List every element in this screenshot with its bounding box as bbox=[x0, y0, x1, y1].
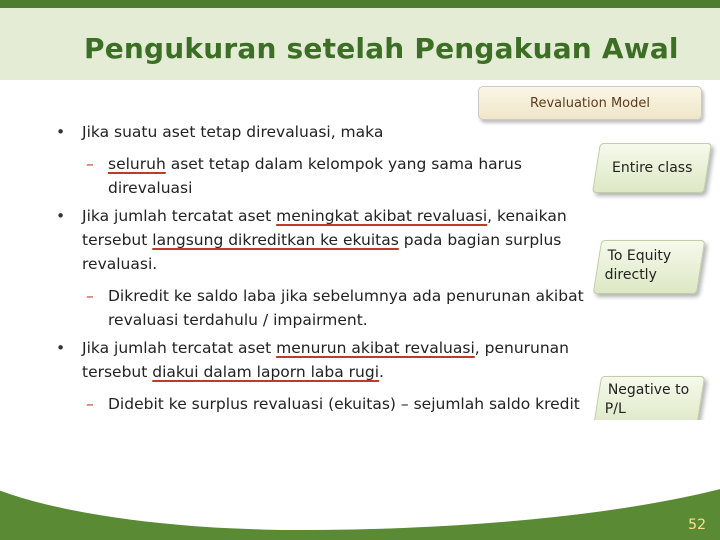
bullet-3-post: . bbox=[379, 363, 384, 381]
bullet-3-pre: Jika jumlah tercatat aset bbox=[82, 339, 277, 357]
bullet-3 bbox=[56, 336, 586, 384]
bullet-3-sub-text: Didebit ke surplus revaluasi (ekuitas) – sejumlah saldo kredit bbox=[108, 395, 580, 413]
bullet-2-sub-text: Dikredit ke saldo laba jika sebelumnya ada penurunan akibat revaluasi terdahulu / impairment. bbox=[108, 287, 584, 329]
to-equity-line2: directly bbox=[604, 267, 657, 283]
bullet-2-post: pada bagian surplus revaluasi. bbox=[82, 231, 562, 273]
revaluation-model-label: Revaluation Model bbox=[478, 86, 702, 120]
to-equity-line1: To Equity bbox=[607, 248, 672, 264]
bullet-1-sub-underlined: seluruh bbox=[108, 155, 166, 173]
bullet-2 bbox=[56, 204, 586, 276]
bullet-3-underlined-1: menurun akibat revaluasi bbox=[276, 339, 475, 357]
dash-marker: – bbox=[86, 287, 94, 305]
bullet-3-mid: , penurunan tersebut bbox=[82, 339, 569, 381]
bullet-2-mid: , kenaikan tersebut bbox=[82, 207, 567, 249]
bullet-3-underlined-2: diakui dalam laporn laba rugi bbox=[152, 363, 380, 381]
bullet-2-underlined-1: meningkat akibat revaluasi bbox=[276, 207, 488, 225]
page-number: 52 bbox=[688, 517, 706, 533]
negative-pl-line1: Negative to bbox=[607, 382, 690, 398]
bullet-1-sub bbox=[56, 152, 586, 200]
slide-title: Pengukuran setelah Pengakuan Awal bbox=[84, 32, 679, 65]
bullet-2-underlined-2: langsung dikreditkan ke ekuitas bbox=[152, 231, 399, 249]
entire-class-label: Entire class bbox=[611, 160, 693, 176]
top-accent-bar bbox=[0, 0, 720, 8]
bullet-1-sub-text: aset tetap dalam kelompok yang sama harus direvaluasi bbox=[108, 155, 522, 197]
bullet-list bbox=[56, 120, 586, 440]
bullet-2-pre: Jika jumlah tercatat aset bbox=[82, 207, 277, 225]
bullet-1-text: Jika suatu aset tetap direvaluasi, maka bbox=[82, 123, 384, 141]
dash-marker: – bbox=[86, 155, 94, 173]
bullet-1 bbox=[56, 120, 586, 144]
entire-class-box bbox=[592, 143, 712, 193]
negative-pl-line2: P/L bbox=[604, 401, 626, 417]
dash-marker: – bbox=[86, 395, 94, 413]
to-equity-box bbox=[593, 240, 706, 294]
bullet-2-sub bbox=[56, 284, 586, 332]
